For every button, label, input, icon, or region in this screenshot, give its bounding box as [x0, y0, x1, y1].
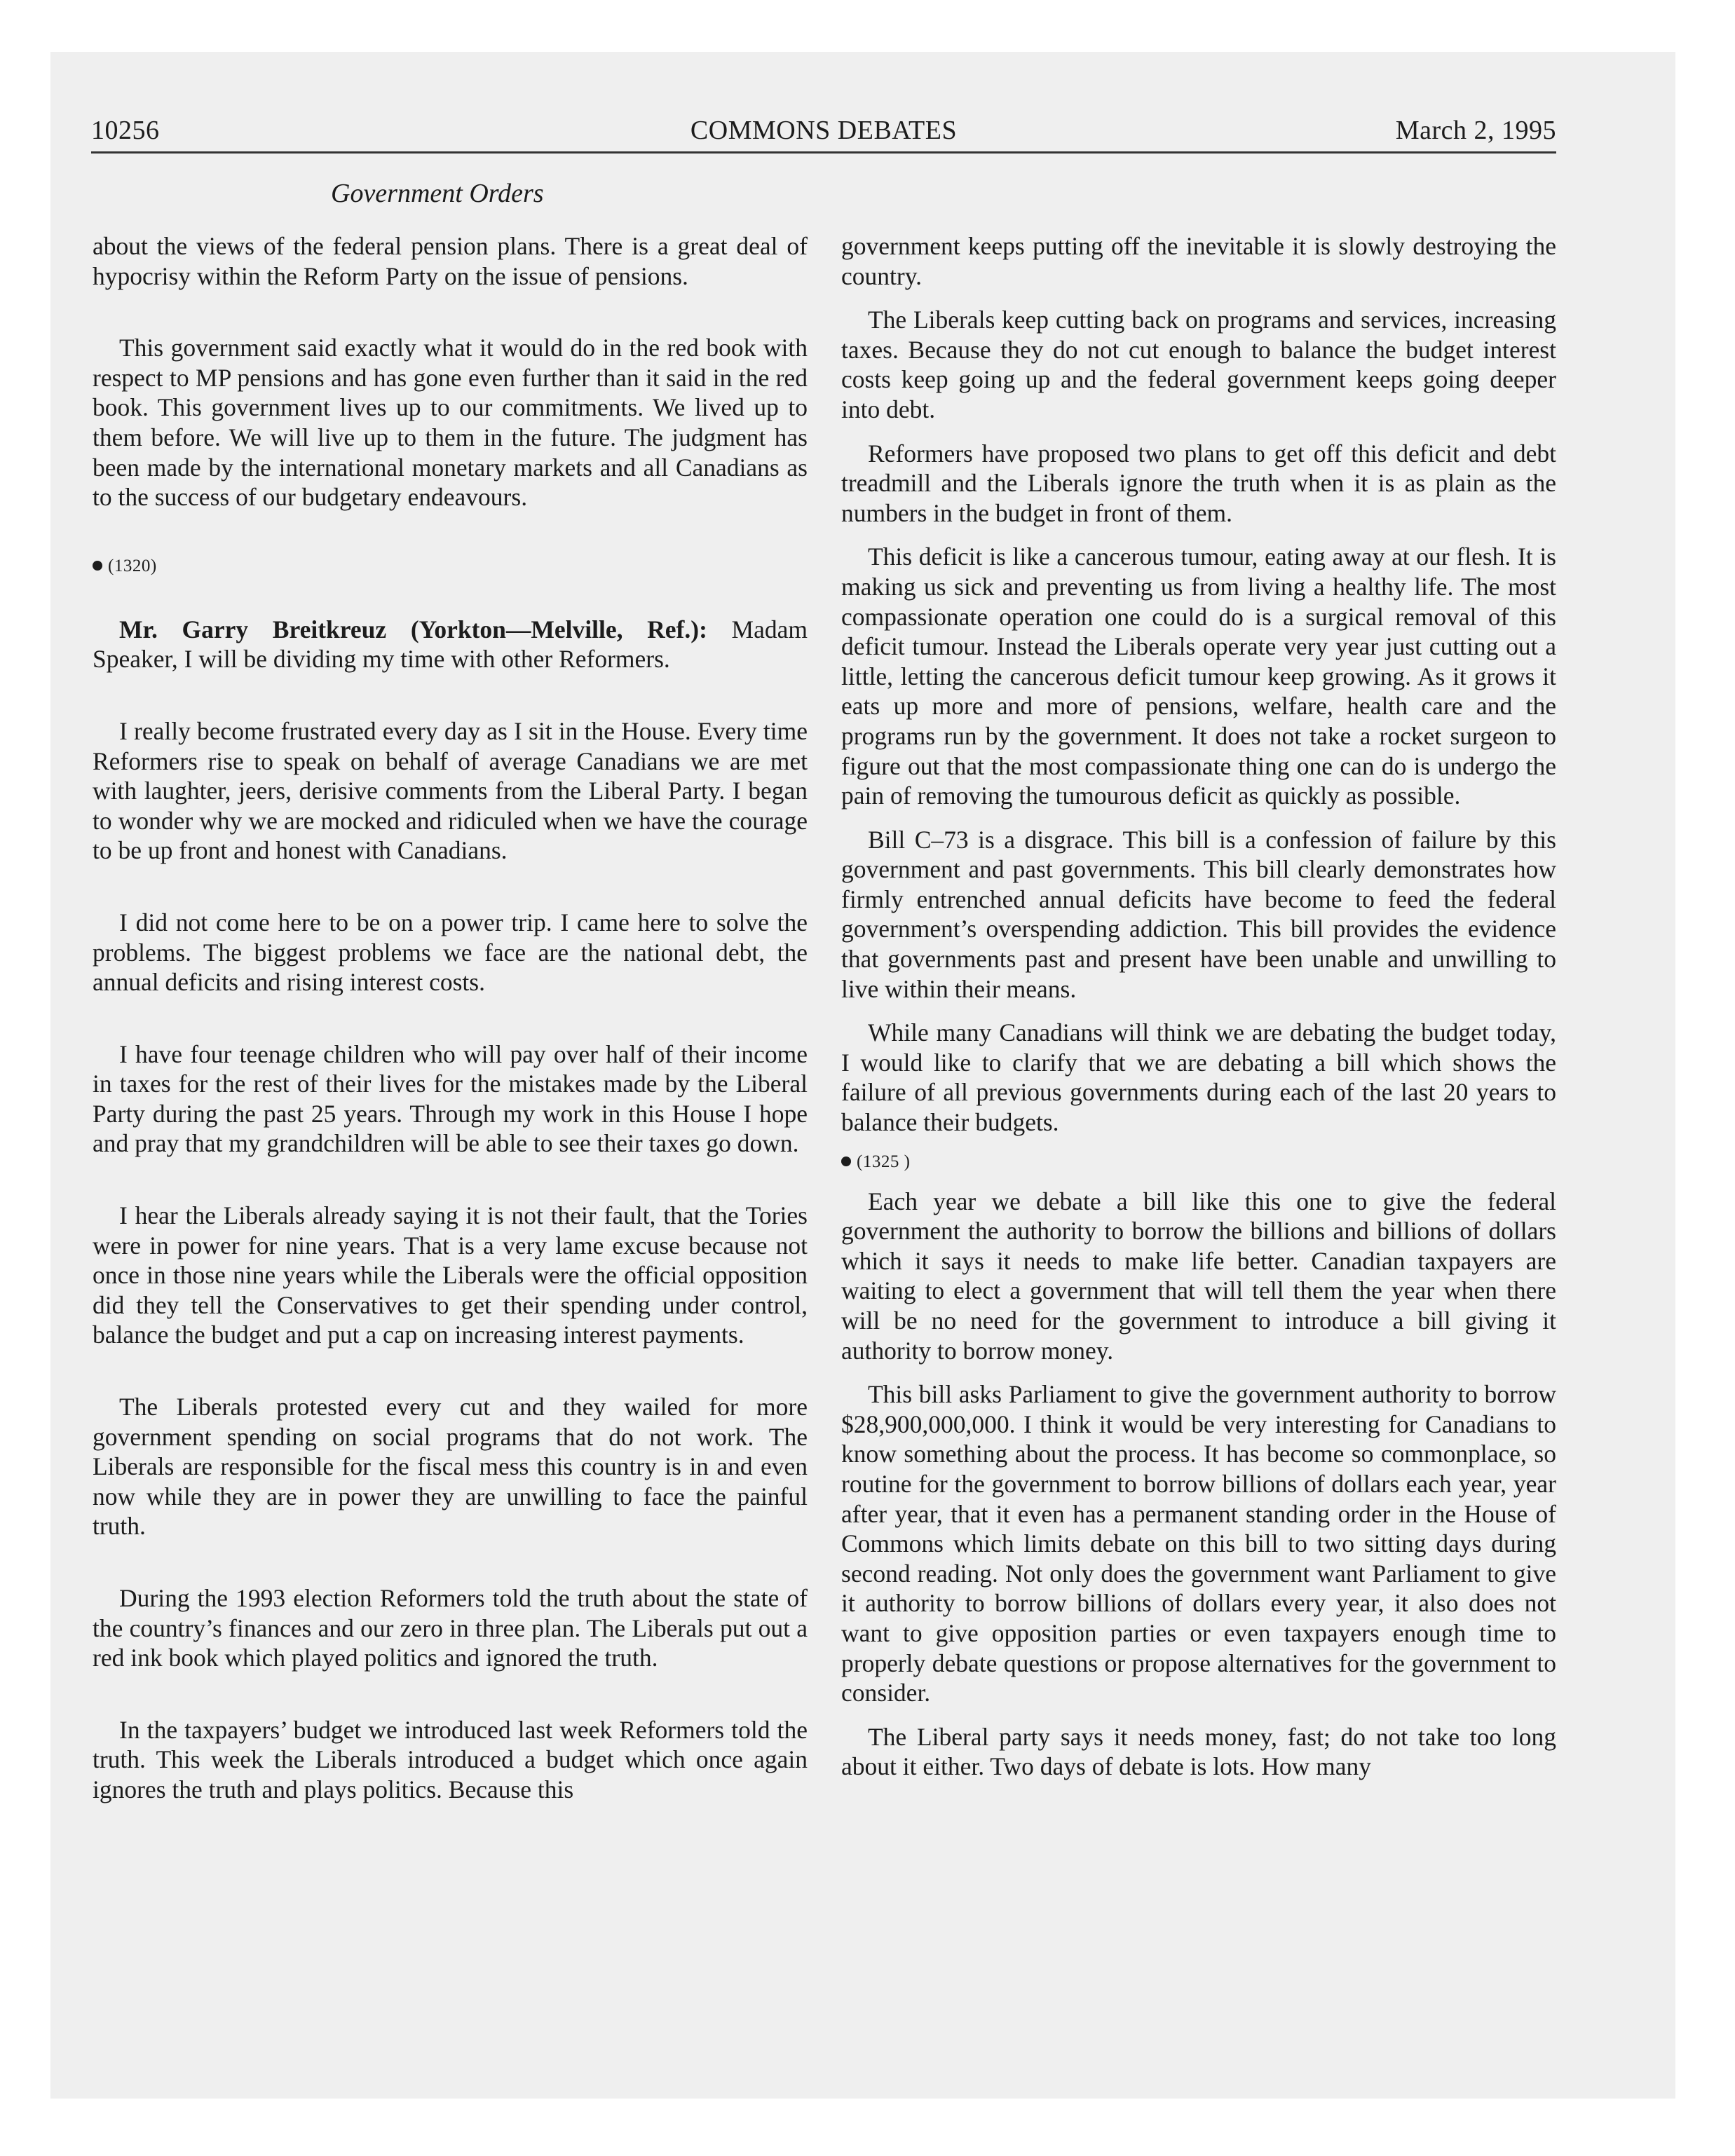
paragraph: This deficit is like a cancerous tumour, eating away at our flesh. It is making us sick and preventing us from living a healthy life. The most compassionate operation one could do is a surgical removal of this deficit tumour. Instead the Liberals operate very year just cutting out a little, letting the cancerous deficit tumour keep growing. As it grows it eats up more and more of pensions, welfare, health care and the programs run by the government. It does not take a rocket surgeon to figure out that the most compassionate thing one can do is undergo the pain of removing the tumourous deficit as quickly as possible.	[841, 543, 1556, 810]
page-header	[91, 105, 1556, 153]
paragraph: I have four teenage children who will pay over half of their income in taxes for the rest of their lives for the mistakes made by the Liberal Party during the past 25 years. Through my work in this House I hope and pray that my grandchildren will be able to see their taxes go down.	[93, 1039, 808, 1158]
speech-text: Madam Speaker, I will be dividing my time with other Reformers.	[93, 615, 808, 674]
paragraph: I did not come here to be on a power trip. I came here to solve the problems. The biggest problems we face are the national debt, the annual deficits and rising interest costs.	[93, 908, 808, 997]
section-title: Government Orders	[331, 179, 544, 208]
paragraph: The Liberal party says it needs money, fast; do not take too long about it either. Two days of debate is lots. How many	[841, 1722, 1556, 1781]
paragraph: While many Canadians will think we are debating the budget today, I would like to clarify that we are debating a bill which shows the failure of all previous governments during each of the last 20 years to balance their budgets.	[841, 1018, 1556, 1137]
speech-opening	[93, 615, 808, 674]
paragraph: In the taxpayers’ budget we introduced last week Reformers told the truth. This week the Liberals introduced a budget which once again ignores the truth and plays politics. Because this	[93, 1715, 808, 1803]
paragraph: I really become frustrated every day as I sit in the House. Every time Reformers rise to speak on behalf of average Canadians we are met with laughter, jeers, derisive comments from the Liberal Party. I began to wonder why we are mocked and ridiculed when we have the courage to be up front and honest with Canadians.	[93, 716, 808, 865]
paragraph: Each year we debate a bill like this one to give the federal government the authority to borrow the billions and billions of dollars which it says it needs to make life better. Canadian taxpayers are waiting to elect a government that will tell them the year when there will be no need for the government to introduce a bill giving it authority to borrow money.	[841, 1187, 1556, 1365]
paragraph: I hear the Liberals already saying it is not their fault, that the Tories were in power for nine years. That is a very lame excuse because not once in those nine years while the Liberals were the official opposition did they tell the Conservatives to get their spending under control, balance the budget and put a cap on increasing interest payments.	[93, 1201, 808, 1349]
paragraph: This government said exactly what it would do in the red book with respect to MP pensions and has gone even further than it said in the red book. This government lives up to our commitments. We lived up to them before. We will live up to them in the future. The judgment has been made by the international monetary markets and all Canadians as to the success of our budgetary endeavours.	[93, 334, 808, 512]
paragraph: Bill C–73 is a disgrace. This bill is a confession of failure by this government and past governments. This bill clearly demonstrates how firmly entrenched annual deficits have become to feed the federal government’s overspending addiction. This bill provides the evidence that governments past and present have been unable and unwilling to live within their means.	[841, 825, 1556, 1003]
paragraph: The Liberals keep cutting back on programs and services, increasing taxes. Because they do not cut enough to balance the budget interest costs keep going up and the federal government keeps going deeper into debt.	[841, 306, 1556, 423]
bullet-icon	[841, 1157, 851, 1166]
paragraph: The Liberals protested every cut and they wailed for more government spending on social programs that do not work. The Liberals are responsible for the fiscal mess this country is in and even now while they are in power they are unwilling to face the painful truth.	[93, 1393, 808, 1541]
publication-title: COMMONS DEBATES	[690, 116, 958, 145]
time-marker	[841, 1152, 1556, 1173]
bullet-icon	[93, 561, 102, 571]
paragraph: government keeps putting off the inevitable it is slowly destroying the country.	[841, 232, 1556, 290]
time-marker-label: (1320)	[108, 556, 157, 575]
paragraph: Reformers have proposed two plans to get off this deficit and debt treadmill and the Liberals ignore the truth when it is as plain as the numbers in the budget in front of them.	[841, 439, 1556, 527]
time-marker-label: (1325 )	[857, 1152, 911, 1171]
paragraph: During the 1993 election Reformers told the truth about the state of the country’s finances and our zero in three plan. The Liberals put out a red ink book which played politics and ignored the truth.	[93, 1584, 808, 1672]
page-number: 10256	[91, 116, 160, 145]
publication-date: March 2, 1995	[1395, 116, 1556, 145]
paragraph: about the views of the federal pension plans. There is a great deal of hypocrisy within the Reform Party on the issue of pensions.	[93, 232, 808, 290]
left-column	[93, 231, 808, 1805]
right-column	[841, 231, 1556, 1782]
speaker-name: Mr. Garry Breitkreuz (Yorkton—Melville, Ref.):	[119, 615, 707, 643]
paragraph: This bill asks Parliament to give the government authority to borrow $28,900,000,000. I think it would be very interesting for Canadians to know something about the process. It has become so commonplace, so routine for the government to borrow billions of dollars each year, year after year, that it even has a permanent standing order in the House of Commons which limits debate on this bill to two sitting days during second reading. Not only does the government want Parliament to give it authority to borrow billions of dollars every year, it also does not want to give opposition parties or even taxpayers enough time to properly debate questions or propose alternatives for the government to consider.	[841, 1380, 1556, 1707]
time-marker	[93, 556, 808, 577]
